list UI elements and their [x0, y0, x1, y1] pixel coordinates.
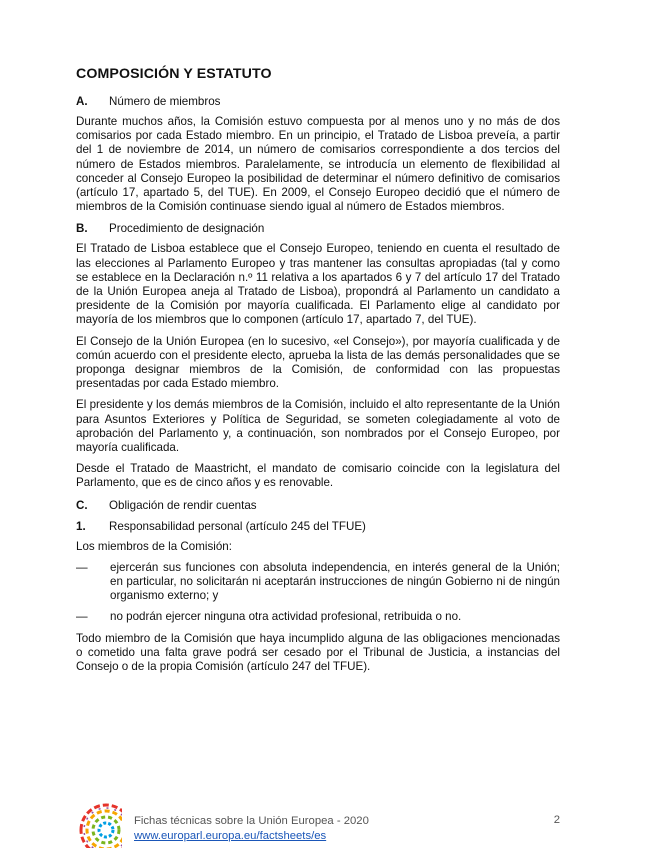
paragraph: El Consejo de la Unión Europea (en lo sucesivo, «el Consejo»), por mayoría cualificada y de común acuerdo con el presidente electo, aprueba la lista de las demás personalidades que se proponga designar miembros de la Comisión, de conformidad con las propuestas presentadas por cada Estado miembro. — [76, 334, 560, 391]
publication-name: Fichas técnicas sobre la Unión Europea - 2020 — [134, 815, 369, 827]
section-c-heading — [76, 498, 560, 513]
section-b-heading — [76, 221, 560, 236]
paragraph: Durante muchos años, la Comisión estuvo compuesta por al menos uno y no más de dos comisarios por cada Estado miembro. En un principio, el Tratado de Lisboa preveía, a partir del 1 de noviembre de 2014, un número de comisarios correspondiente a dos tercios del número de Estados miembros. Paralelamente, se introducía un elemento de flexibilidad al conceder al Consejo Europeo la posibilidad de determinar el número definitivo de comisarios (artículo 17, apartado 5, del TUE). En 2009, el Consejo Europeo decidió que el número de miembros de la Comisión continuase siendo igual al número de Estados miembros. — [76, 115, 560, 214]
page-number: 2 — [553, 814, 560, 826]
paragraph: El Tratado de Lisboa establece que el Consejo Europeo, teniendo en cuenta el resultado de las elecciones al Parlamento Europeo y tras mantener las consultas apropiadas (tal y como se establece en la Declaración n.º 11 relativa a los apartados 6 y 7 del artículo 17 del Tratado de la Unión Europea aneja al Tratado de Lisboa), propondrá al Parlamento un candidato a presidente de la Comisión por mayoría cualificada. El Parlamento elige al candidato por mayoría de los miembros que lo componen (artículo 17, apartado 7, del TUE). — [76, 242, 560, 327]
paragraph: Desde el Tratado de Maastricht, el mandato de comisario coincide con la legislatura del Parlamento, que es de cinco años y es renovable. — [76, 462, 560, 490]
list-item — [76, 610, 560, 624]
list-item-text: no podrán ejercer ninguna otra actividad profesional, retribuida o no. — [110, 610, 462, 624]
section-a-label: A. — [76, 95, 88, 108]
factsheets-link[interactable]: www.europarl.europa.eu/factsheets/es — [134, 830, 327, 842]
paragraph: Todo miembro de la Comisión que haya incumplido alguna de las obligaciones mencionadas o cometido una falta grave podrá ser cesado por el Tribunal de Justicia, a instancias del Consejo o de la propia Comisión (artículo 247 del TFUE). — [76, 631, 560, 674]
document-body — [76, 66, 560, 681]
footer — [76, 800, 560, 848]
section-c1-label: 1. — [76, 519, 86, 533]
list-item-text: ejercerán sus funciones con absoluta independencia, en interés general de la Unión; en particular, no solicitarán ni aceptarán instrucciones de ningún Gobierno ni de ningún organismo externo; y — [110, 560, 560, 603]
eu-parliament-logo-icon — [76, 800, 122, 848]
page-title: COMPOSICIÓN Y ESTATUTO — [76, 66, 272, 82]
list-item — [76, 561, 560, 604]
section-c1-heading — [76, 519, 560, 534]
section-b-title: Procedimiento de designación — [109, 222, 265, 236]
section-c1-title: Responsabilidad personal (artículo 245 del TFUE) — [109, 519, 366, 533]
dash-marker: — — [76, 610, 88, 624]
section-a-title: Número de miembros — [109, 95, 221, 108]
section-c-label: C. — [76, 498, 88, 512]
dash-marker: — — [76, 560, 88, 574]
paragraph: El presidente y los demás miembros de la Comisión, incluido el alto representante de la Unión para Asuntos Exteriores y Política de Seguridad, se someten colegiadamente al voto de aprobación del Parlamento y, a continuación, son nombrados por el Consejo Europeo, por mayoría cualificada. — [76, 398, 560, 455]
section-a-heading — [76, 94, 560, 109]
section-c-title: Obligación de rendir cuentas — [109, 498, 257, 512]
section-b-label: B. — [76, 222, 88, 236]
footer-text — [134, 814, 369, 844]
paragraph: Los miembros de la Comisión: — [76, 539, 232, 553]
